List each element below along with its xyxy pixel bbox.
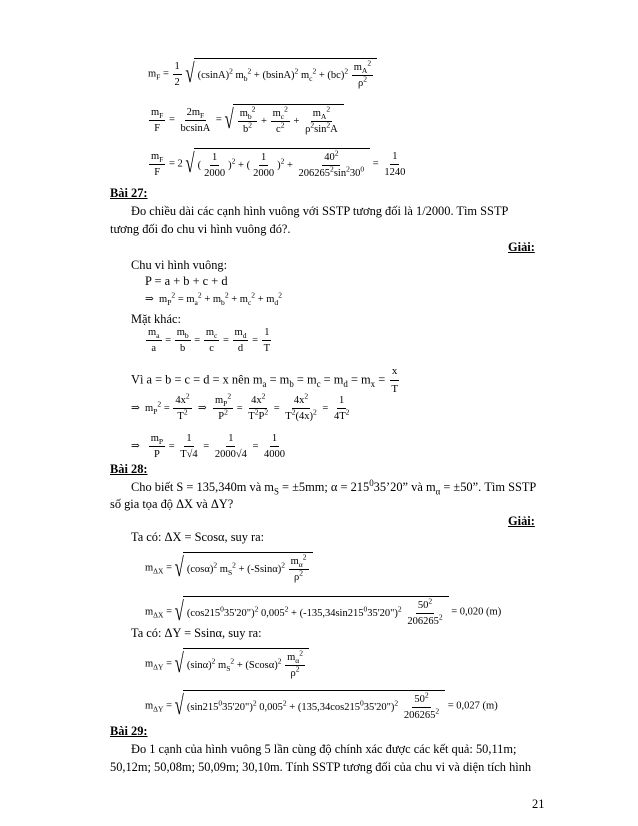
bai27-other-hand: Mặt khác: xyxy=(131,312,181,326)
bai28-dx-intro: Ta có: ΔX = Scosα, suy ra: xyxy=(131,530,265,544)
bai27-problem-line2: tương đối đo chu vi hình vuông đó?. xyxy=(110,222,291,236)
formula-mf: $m_F$ = $\frac{1}{2}$ √ $(csinA)^2$ $m_b^2 + (bsinA)^2$ $m_c^2 + (bc)^2$ $\frac{m_A^2}{\rho^2}$ xyxy=(148,58,377,90)
bai28-mdx-formula: $m_{\Delta X}$ = √ $(\cos\alpha)^2$ $m_S^2 + (-Ssin\alpha)^2$ $\frac{m_\alpha^2}{\rho^2}$ xyxy=(145,552,313,584)
bai27-since-text: Vì a = b = c = d = x nên xyxy=(131,372,250,387)
bai27-perimeter-label: Chu vi hình vuông: xyxy=(131,258,228,272)
bai29-problem-line2: 50,12m; 50,08m; 50,09m; 30,10m. Tính SSTP tương đối của chu vi và diện tích hình xyxy=(110,760,532,774)
bai27-variance-sum: ⇒ $m_P^2 = m_a^2 + m_b^2 + m_c^2 + m_d^2$ xyxy=(145,290,282,308)
bai28-mdx-numeric: $m_{\Delta X}$ = √ $(\cos 215^035'20")^2$ $0,005^2$ + $(-135,34\sin 215^035'20")^2$ $\frac{50^2}{206265^2}$ = 0,020 (m) xyxy=(145,595,502,627)
bai28-problem-line2: số gia tọa độ ΔX và ΔY? xyxy=(110,497,234,511)
page-number: 21 xyxy=(532,797,545,811)
bai27-perimeter-eq: P = a + b + c + d xyxy=(145,274,228,288)
bai28-mdy-formula: $m_{\Delta Y}$ = √ $(\sin\alpha)^2$ $m_S^2 + (Scos\alpha)^2$ $\frac{m_\alpha^2}{\rho^2}$ xyxy=(145,648,309,680)
formula-mf-over-f: $\frac{m_F}{F}$ = $\frac{2m_F}{bcsinA}$ = √ $\frac{m_b^2}{b^2}$ + $\frac{m_c^2}{c^2}$ + $\frac{m_A^2}{\rho^2\sin^2A}$ xyxy=(148,104,344,136)
bai28-dy-result: = 0,027 (m) xyxy=(447,700,498,712)
formula-mf-numeric: $\frac{m_F}{F}$ = 2 √( $\frac{1}{2000}$ )$^2$ + ( $\frac{1}{2000}$ )$^2$ + $\frac{40^2}{206265^2\sin^230^0}$ = $\frac{1}{1240}$ xyxy=(151,147,406,179)
bai28-mdy-numeric: $m_{\Delta Y}$ = √ $(\sin 215^035'20")^2$ $0,005^2$ + $(135,34\cos 215^035'20")^2$ $\frac{50^2}{206265^2}$ = 0,027 (m) xyxy=(145,689,498,721)
bai27-ratio-eq: $\frac{m_a}{a}$ = $\frac{m_b}{b}$ = $\frac{m_c}{c}$ = $\frac{m_d}{d}$ = $\frac{1}{T}$ xyxy=(148,327,271,354)
bai27-solution-heading: Giải: xyxy=(508,240,535,254)
bai28-heading: Bài 28: xyxy=(110,462,148,476)
bai27-since-line: Vì a = b = c = d = x nên $m_a = m_b = m_c = m_d = m_x$ = $\frac{x}{T}$ xyxy=(131,365,399,395)
bai28-dy-intro: Ta có: ΔY = Ssinα, suy ra: xyxy=(131,626,262,640)
bai29-heading: Bài 29: xyxy=(110,724,148,738)
bai27-mp-derivation: ⇒ $m_P^2$ = $\frac{4x^2}{T^2}$ ⇒ $\frac{m_P^2}{P^2}$ = $\frac{4x^2}{T^2P^2}$ = $\frac{4x^2}{T^2(4x)^2}$ = $\frac{1}{4T^2}$ xyxy=(131,391,350,422)
bai27-heading: Bài 27: xyxy=(110,186,148,200)
bai29-problem-line1: Đo 1 cạnh của hình vuông 5 lần cùng độ chính xác được các kết quả: 50,11m; xyxy=(131,742,517,756)
bai27-problem-line1: Đo chiều dài các cạnh hình vuông với SSTP tương đối là 1/2000. Tìm SSTP xyxy=(131,204,509,218)
bai28-problem-line1: Cho biết S = 135,340m và $m_S = \pm 5mm$; $\alpha = 215^035’20$” và $m_\alpha = \pm 50$”. Tìm SSTP xyxy=(131,477,537,497)
bai28-dx-result: = 0,020 (m) xyxy=(451,606,502,618)
bai27-result: ⇒ $\frac{m_P}{P}$ = $\frac{1}{T√4}$ = $\frac{1}{2000√4}$ = $\frac{1}{4000}$ xyxy=(131,433,286,460)
bai28-solution-heading: Giải: xyxy=(508,514,535,528)
